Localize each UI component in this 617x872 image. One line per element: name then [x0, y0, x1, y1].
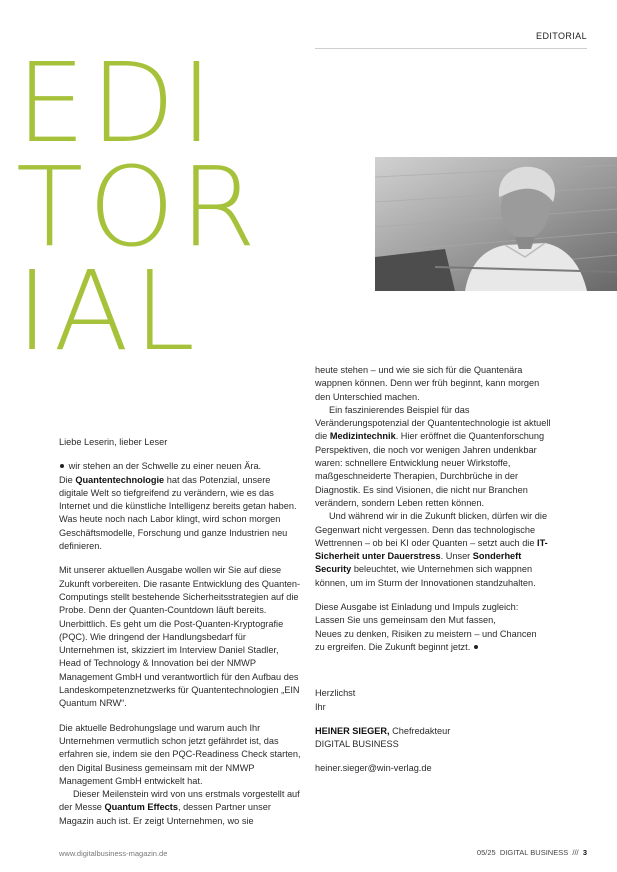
paragraph-7: Und während wir in die Zukunft blicken, dürfen wir die Gegenwart nicht vergessen. Denn das technologische Wettrennen – ob bei KI oder Quanten – setzt auch die IT-Sicherheit unter Dauerstress. Unser Sonderheft Security beleuchtet, wie Unternehmen sich wappnen können, um im Sturm der Innovationen standzuhalten.	[315, 511, 548, 588]
author-email: heiner.sieger@win-verlag.de	[315, 763, 432, 774]
editorial-headline	[16, 39, 262, 375]
footer-folio	[477, 848, 587, 857]
paragraph-2: Mit unserer aktuellen Ausgabe wollen wir Sie auf diese Zukunft vorbereiten. Die rasante Entwicklung des Quanten-Computings stellt bestehende Sicherheitsstrategien auf die Probe. Denn der Quanten-Countdown läuft bereits. Unerbittlich. Es geht um die Post-Quanten-Kryptografie (PQC). Wie dringend der Handlungsbedarf für Unternehmen ist, skizziert im Interview Daniel Stadler, Head of Technology & Innovation bei der NMWP Management GmbH und verantwortlich für den Aufbau des Landeskompetenznetzwerks für Quantentechnologien „EIN Quantum NRW“.	[59, 565, 301, 709]
headline-line-3: IAL	[16, 247, 200, 375]
closing-line-2: Ihr	[315, 701, 326, 712]
keyword-sonderheft-security: Sonderheft Security	[315, 551, 522, 575]
footer-magazine: DIGITAL BUSINESS	[499, 848, 569, 857]
keyword-quantentechnologie: Quantentechnologie	[75, 474, 165, 485]
paragraph-5: heute stehen – und wie sie sich für die Quantenära wappnen können. Denn wer früh beginnt, kann morgen den Unterschied machen.	[315, 365, 540, 402]
right-column	[315, 364, 557, 776]
salutation: Liebe Leserin, lieber Leser	[59, 437, 168, 447]
author-portrait	[375, 157, 617, 291]
paragraph-1: wir stehen an der Schwelle zu einer neuen Ära. Die Quantentechnologie hat das Potenzial, unsere digitale Welt so tiefgreifend zu verändern, wie es das Internet und die künstliche Intelligenz bereits getan haben. Was heute noch nach Labor klingt, wird schon morgen Geschäftsmodelle, Forschung und ganze Industrien neu definieren.	[59, 461, 297, 552]
author-role: Chefredakteur	[389, 725, 451, 736]
paragraph-3: Die aktuelle Bedrohungslage und warum auch Ihr Unternehmen vermutlich schon jetzt gefährdet ist, das erfahren sie, indem sie den PQC-Readiness Check starten, den Digital Business gemeinsam mit der NMWP Management GmbH entwickelt hat.	[59, 722, 301, 786]
closing-line-1: Herzlichst	[315, 688, 356, 699]
publication-name: DIGITAL BUSINESS	[315, 739, 399, 750]
keyword-medizintechnik: Medizintechnik	[329, 431, 396, 442]
header-divider	[315, 48, 587, 49]
headline-line-1: EDI	[16, 39, 218, 167]
section-label: EDITORIAL	[536, 31, 587, 41]
page-number: 3	[582, 848, 587, 857]
headline-line-2: TOR	[16, 143, 262, 271]
left-column	[59, 436, 301, 828]
keyword-quantum-effects: Quantum Effects	[104, 802, 178, 813]
paragraph-8: Diese Ausgabe ist Einladung und Impuls zugleich: Lassen Sie uns gemeinsam den Mut fassen, Neues zu denken, Risiken zu meistern – und Chancen zu ergreifen. Die Zukunft beginnt jetzt.	[315, 602, 537, 652]
keyword-it-sicherheit: IT-Sicherheit unter Dauerstress	[315, 537, 548, 562]
footer-issue: 05/25	[476, 848, 496, 857]
author-photo-illustration	[375, 157, 617, 291]
footer-url: www.digitalbusiness-magazin.de	[59, 849, 168, 858]
paragraph-6: Ein faszinierendes Beispiel für das Veränderungspotenzial der Quantentechnologie ist aktuell die Medizintechnik. Hier eröffnet die Quantenforschung Perspektiven, die noch vor wenigen Jahren undenkbar waren: schnellere Entwicklung neuer Wirkstoffe, maßgeschneiderte Therapien, Durchbrüche in der Diagnostik. Es sind Visionen, die nicht nur Branchen verändern, sondern Leben retten können.	[315, 404, 551, 508]
paragraph-4: Dieser Meilenstein wird von uns erstmals vorgestellt auf der Messe Quantum Effects, dessen Partner unser Magazin auch ist. Er zeigt Unternehmen, wo sie	[59, 789, 300, 826]
author-signature	[315, 725, 557, 738]
bullet-dot-icon	[60, 464, 64, 468]
author-name: HEINER SIEGER,	[315, 725, 390, 736]
footer-separator: ///	[572, 848, 579, 857]
end-mark-icon	[474, 645, 478, 649]
